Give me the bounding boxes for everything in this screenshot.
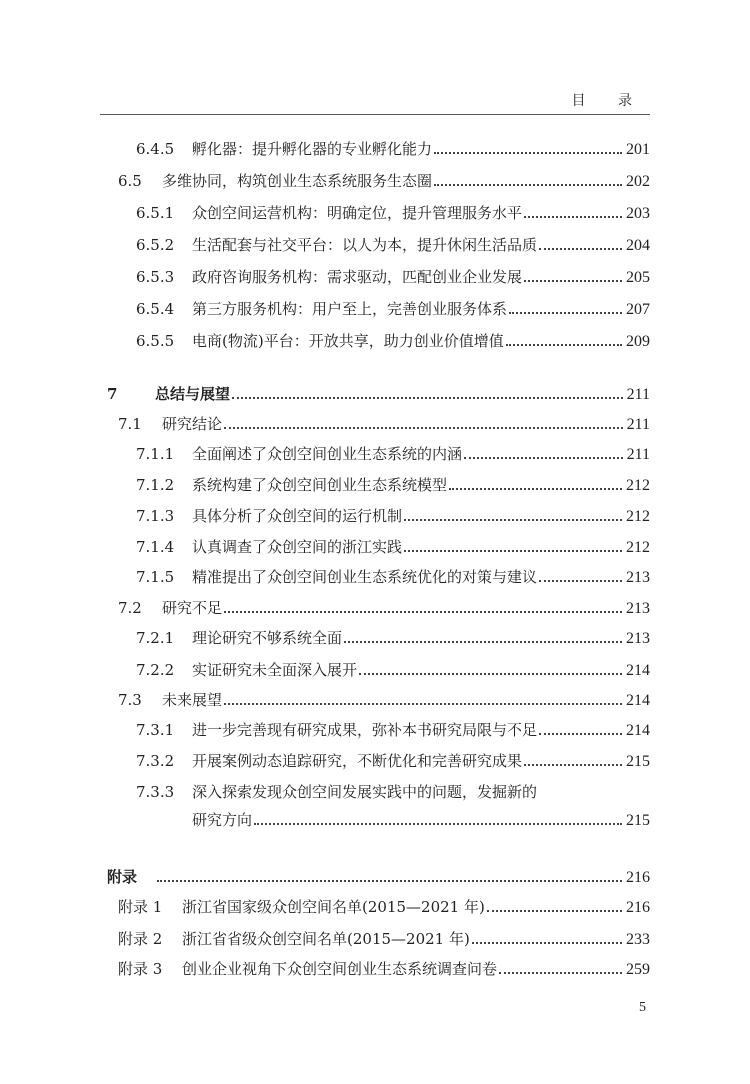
- entry-title: 进一步完善现有研究成果，弥补本书研究局限与不足: [192, 721, 538, 739]
- entry-title: 系统构建了众创空间创业生态系统模型: [192, 476, 448, 494]
- entry-number: 6.5: [118, 172, 142, 190]
- entry-number: 6.5.3: [136, 268, 175, 286]
- entry-number: 附录: [107, 868, 138, 886]
- dot-leader: [539, 248, 622, 250]
- entry-number: 7.1.3: [136, 507, 175, 525]
- entry-page: 212: [626, 508, 650, 525]
- entry-number: 6.5.5: [136, 332, 175, 350]
- entry-number: 6.5.4: [136, 300, 175, 318]
- header-rule: [100, 114, 650, 115]
- entry-title: 未来展望: [162, 691, 223, 709]
- entry-title: 研究不足: [162, 599, 223, 617]
- dot-leader: [404, 550, 622, 552]
- dot-leader: [449, 488, 622, 490]
- dot-leader: [232, 397, 623, 399]
- entry-number: 7: [107, 385, 118, 403]
- entry-title: 精准提出了众创空间创业生态系统优化的对策与建议: [192, 568, 538, 586]
- entry-title: 具体分析了众创空间的运行机制: [192, 507, 403, 525]
- dot-leader: [524, 216, 622, 218]
- toc-entry[interactable]: [0, 781, 650, 803]
- entry-number: 7.1.2: [136, 476, 175, 494]
- toc-entry[interactable]: [0, 138, 650, 160]
- entry-page: 201: [626, 141, 650, 158]
- entry-page: 259: [626, 961, 650, 978]
- entry-title: 电商(物流)平台：开放共享，助力创业价值增值: [192, 332, 504, 350]
- entry-title: 多维协同，构筑创业生态系统服务生态圈: [162, 172, 433, 190]
- toc-entry[interactable]: [0, 896, 650, 918]
- entry-page: 213: [626, 569, 650, 586]
- entry-page: 203: [626, 205, 650, 222]
- toc-entry[interactable]: [0, 505, 650, 527]
- entry-number: 附录 2: [118, 930, 163, 948]
- dot-leader: [464, 457, 623, 459]
- toc-entry[interactable]: [0, 928, 650, 950]
- running-header: 目 录: [571, 93, 646, 109]
- entry-page: 207: [626, 301, 650, 318]
- dot-leader: [157, 880, 622, 882]
- entry-number: 7.2: [118, 599, 142, 617]
- entry-page: 204: [626, 237, 650, 254]
- toc-entry[interactable]: [0, 413, 650, 435]
- entry-number: 7.1.5: [136, 568, 175, 586]
- entry-page: 216: [626, 869, 650, 886]
- dot-leader: [506, 344, 622, 346]
- toc-entry[interactable]: [0, 170, 650, 192]
- toc-entry[interactable]: [0, 750, 650, 772]
- entry-title: 众创空间运营机构：明确定位，提升管理服务水平: [192, 204, 523, 222]
- entry-number: 附录 3: [118, 960, 163, 978]
- dot-leader: [359, 673, 622, 675]
- entry-page: 211: [626, 446, 650, 463]
- entry-number: 7.3.2: [136, 752, 175, 770]
- entry-title: 深入探索发现众创空间发展实践中的问题，发掘新的: [192, 783, 538, 801]
- entry-number: 6.5.2: [136, 236, 175, 254]
- dot-leader: [524, 764, 622, 766]
- entry-page: 211: [626, 416, 650, 433]
- dot-leader: [539, 733, 622, 735]
- entry-title: 第三方服务机构：用户至上，完善创业服务体系: [192, 300, 508, 318]
- dot-leader: [539, 580, 622, 582]
- dot-leader: [254, 823, 622, 825]
- toc-entry[interactable]: [0, 659, 650, 681]
- toc-entry[interactable]: [0, 719, 650, 741]
- dot-leader: [499, 972, 622, 974]
- entry-page: 213: [626, 630, 650, 647]
- toc-entry[interactable]: [0, 443, 650, 465]
- dot-leader: [404, 519, 622, 521]
- toc-entry[interactable]: [0, 566, 650, 588]
- dot-leader: [472, 942, 622, 944]
- entry-page: 214: [626, 722, 650, 739]
- entry-title: 研究结论: [162, 415, 223, 433]
- page-number: 5: [639, 1000, 646, 1015]
- entry-page: 205: [626, 269, 650, 286]
- dot-leader: [524, 280, 622, 282]
- entry-title: 开展案例动态追踪研究，不断优化和完善研究成果: [192, 752, 523, 770]
- entry-page: 209: [626, 333, 650, 350]
- toc-entry[interactable]: [0, 536, 650, 558]
- entry-number: 7.1.4: [136, 538, 175, 556]
- entry-title: 理论研究不够系统全面: [192, 629, 343, 647]
- entry-title: 政府咨询服务机构：需求驱动，匹配创业企业发展: [192, 268, 523, 286]
- entry-title: 浙江省省级众创空间名单(2015—2021 年): [182, 930, 470, 948]
- entry-page: 212: [626, 477, 650, 494]
- dot-leader: [224, 611, 622, 613]
- entry-title: 研究方向: [192, 811, 253, 829]
- entry-number: 7.2.2: [136, 661, 175, 679]
- dot-leader: [434, 152, 622, 154]
- entry-page: 211: [626, 386, 650, 403]
- entry-title: 认真调查了众创空间的浙江实践: [192, 538, 403, 556]
- entry-page: 202: [626, 173, 650, 190]
- toc-entry[interactable]: [0, 202, 650, 224]
- dot-leader: [344, 641, 622, 643]
- toc-entry[interactable]: [0, 866, 650, 888]
- toc-entry[interactable]: [0, 266, 650, 288]
- entry-page: 216: [626, 899, 650, 916]
- entry-title: 创业企业视角下众创空间创业生态系统调查问卷: [182, 960, 498, 978]
- entry-number: 7.1: [118, 415, 142, 433]
- entry-title: 浙江省国家级众创空间名单(2015—2021 年): [182, 898, 485, 916]
- entry-title: 生活配套与社交平台：以人为本，提升休闲生活品质: [192, 236, 538, 254]
- entry-page: 214: [626, 662, 650, 679]
- entry-number: 7.3.3: [136, 783, 175, 801]
- entry-title: 总结与展望: [155, 385, 231, 403]
- entry-number: 6.5.1: [136, 204, 175, 222]
- toc-entry[interactable]: [0, 597, 650, 619]
- toc-entry[interactable]: [0, 627, 650, 649]
- entry-page: 215: [626, 753, 650, 770]
- dot-leader: [434, 184, 622, 186]
- toc-entry[interactable]: [0, 689, 650, 711]
- entry-page: 233: [626, 931, 650, 948]
- entry-title: 孵化器：提升孵化器的专业孵化能力: [192, 140, 433, 158]
- dot-leader: [487, 910, 622, 912]
- toc-entry[interactable]: [0, 958, 650, 980]
- dot-leader: [509, 312, 622, 314]
- entry-number: 7.2.1: [136, 629, 175, 647]
- dot-leader: [224, 703, 622, 705]
- entry-page: 212: [626, 539, 650, 556]
- entry-number: 7.1.1: [136, 445, 175, 463]
- toc-entry[interactable]: [0, 234, 650, 256]
- entry-number: 6.4.5: [136, 140, 175, 158]
- entry-number: 7.3: [118, 691, 142, 709]
- entry-number: 附录 1: [118, 898, 163, 916]
- toc-entry[interactable]: [0, 298, 650, 320]
- entry-page: 214: [626, 692, 650, 709]
- entry-number: 7.3.1: [136, 721, 175, 739]
- entry-page: 215: [626, 812, 650, 829]
- toc-entry[interactable]: [0, 330, 650, 352]
- entry-title: 全面阐述了众创空间创业生态系统的内涵: [192, 445, 463, 463]
- toc-entry[interactable]: [0, 383, 650, 405]
- toc-entry[interactable]: [0, 474, 650, 496]
- entry-title: 实证研究未全面深入展开: [192, 661, 358, 679]
- toc-entry[interactable]: [0, 809, 650, 831]
- entry-page: 213: [626, 600, 650, 617]
- dot-leader: [224, 427, 623, 429]
